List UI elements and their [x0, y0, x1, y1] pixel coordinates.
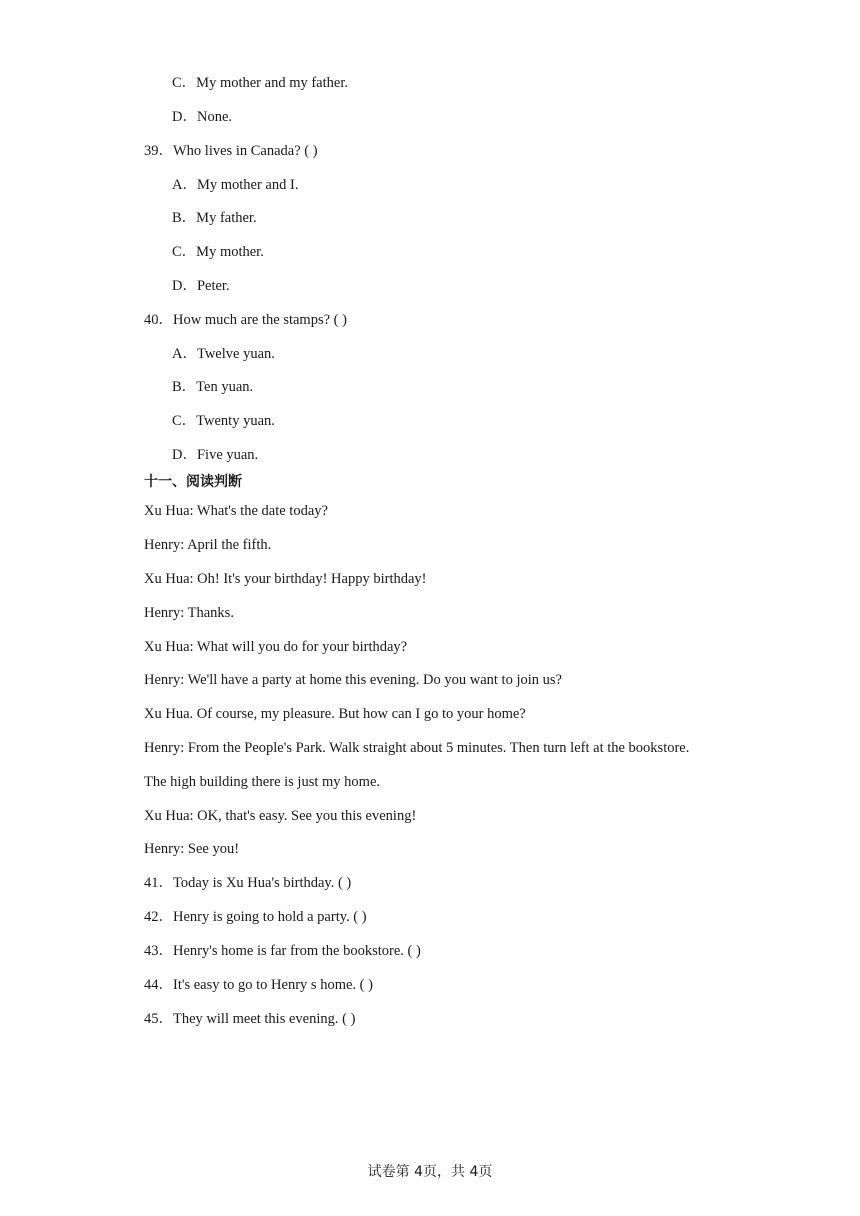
statement-43: 43．Henry's home is far from the bookstore. ( ) [144, 943, 421, 959]
page-footer: 试卷第 4页，共 4页 [367, 1164, 493, 1180]
dialogue-line: Xu Hua: Oh! It's your birthday! Happy birthday! [144, 571, 427, 587]
statement-42: 42．Henry is going to hold a party. ( ) [144, 909, 367, 925]
q38-option-d: D．None. [172, 109, 233, 125]
q39-stem: 39．Who lives in Canada? ( ) [144, 143, 318, 159]
q39-option-b: B．My father. [172, 210, 257, 226]
q40-option-c: C．Twenty yuan. [172, 413, 275, 429]
dialogue-line: Xu Hua: What will you do for your birthday? [144, 639, 408, 655]
q40-option-a: A．Twelve yuan. [172, 346, 275, 362]
q40-option-b: B．Ten yuan. [172, 379, 254, 395]
dialogue-line: Henry: Thanks. [144, 605, 234, 621]
statement-44: 44．It's easy to go to Henry s home. ( ) [144, 977, 373, 993]
dialogue-line: Henry: April the fifth. [144, 537, 272, 553]
statement-41: 41．Today is Xu Hua's birthday. ( ) [144, 875, 352, 891]
dialogue-line: The high building there is just my home. [144, 774, 381, 790]
q40-option-d: D．Five yuan. [172, 447, 259, 463]
statement-45: 45．They will meet this evening. ( ) [144, 1011, 356, 1027]
dialogue-line: Henry: We'll have a party at home this evening. Do you want to join us? [144, 672, 562, 688]
dialogue-line: Xu Hua: OK, that's easy. See you this evening! [144, 808, 417, 824]
q40-stem: 40．How much are the stamps? ( ) [144, 312, 347, 328]
q39-option-c: C．My mother. [172, 244, 264, 260]
q39-option-a: A．My mother and I. [172, 177, 299, 193]
q38-option-c: C．My mother and my father. [172, 75, 348, 91]
section-title: 十一、阅读判断 [144, 474, 242, 490]
dialogue-line: Henry: See you! [144, 841, 240, 857]
dialogue-line: Xu Hua: What's the date today? [144, 503, 328, 519]
q39-option-d: D．Peter. [172, 278, 230, 294]
dialogue-line: Henry: From the People's Park. Walk straight about 5 minutes. Then turn left at the bookstore. [144, 740, 690, 756]
dialogue-line: Xu Hua. Of course, my pleasure. But how can I go to your home? [144, 706, 526, 722]
